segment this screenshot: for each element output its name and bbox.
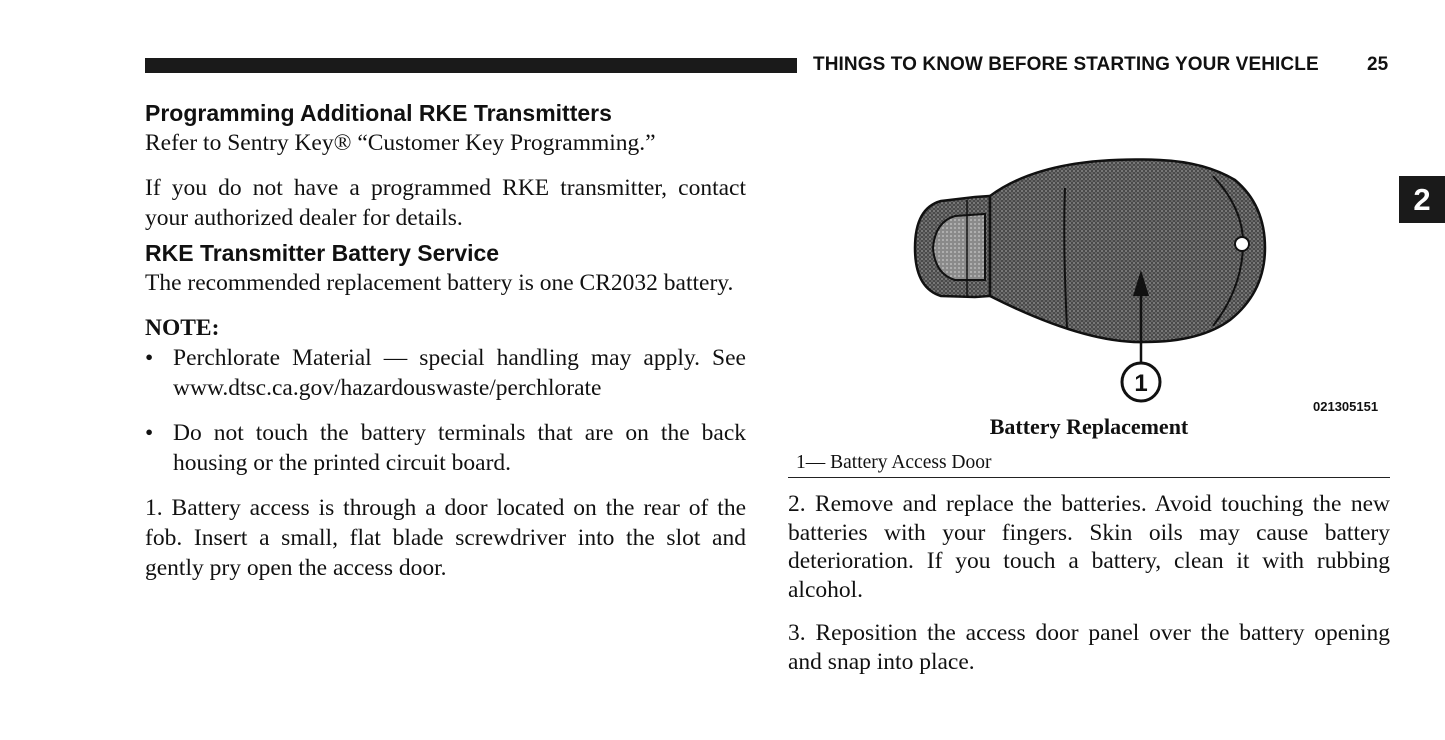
bullet-dot-icon: • <box>145 345 154 371</box>
fob-body <box>990 159 1265 342</box>
key-blade-stub <box>915 196 990 297</box>
page-number: 25 <box>1367 54 1389 75</box>
note-label: NOTE: <box>145 315 220 341</box>
note-bullet-terminals <box>145 418 746 478</box>
paragraph-contact-dealer: If you do not have a programmed RKE transmitter, contact your authorized dealer for details. <box>145 175 746 231</box>
paragraph-step-1: 1. Battery access is through a door located on the rear of the fob. Insert a small, flat blade screwdriver into the slot and gently pry open the access door. <box>145 495 746 581</box>
callout-number: 1 <box>1134 370 1148 397</box>
bullet-text: Do not touch the battery terminals that are on the back housing or the printed circuit board. <box>173 420 746 476</box>
note-bullet-perchlorate <box>145 343 746 403</box>
note-bullet-list <box>145 343 746 478</box>
paragraph-step-3: 3. Reposition the access door panel over the battery opening and snap into place. <box>788 620 1390 675</box>
paragraph-step-2: 2. Remove and replace the batteries. Avoid touching the new batteries with your fingers. Skin oils may cause battery deterioration. If you touch a battery, clean it with rubbing alcohol. <box>788 491 1390 603</box>
bullet-dot-icon: • <box>145 420 154 446</box>
figure-legend: 1— Battery Access Door <box>796 452 992 473</box>
key-fob-illustration <box>905 150 1275 405</box>
header-rule-bar <box>145 58 797 73</box>
figure-legend-rule <box>788 477 1390 478</box>
chapter-tab: 2 <box>1399 176 1445 223</box>
left-column <box>145 98 746 598</box>
heading-programming-transmitters: Programming Additional RKE Transmitters <box>145 100 612 126</box>
bullet-text: Perchlorate Material — special handling may apply. See www.dtsc.ca.gov/hazardouswaste/perchlorate <box>173 345 746 401</box>
running-header-title: THINGS TO KNOW BEFORE STARTING YOUR VEHICLE <box>813 54 1319 75</box>
figure-caption: Battery Replacement <box>989 414 1189 439</box>
callout-circle <box>1122 363 1160 401</box>
right-column <box>788 490 1390 691</box>
paragraph-sentry-key-reference: Refer to Sentry Key® “Customer Key Programming.” <box>145 130 656 156</box>
figure-code: 021305151 <box>1313 399 1379 414</box>
heading-battery-service: RKE Transmitter Battery Service <box>145 240 500 266</box>
paragraph-replacement-battery: The recommended replacement battery is one CR2032 battery. <box>145 270 734 296</box>
